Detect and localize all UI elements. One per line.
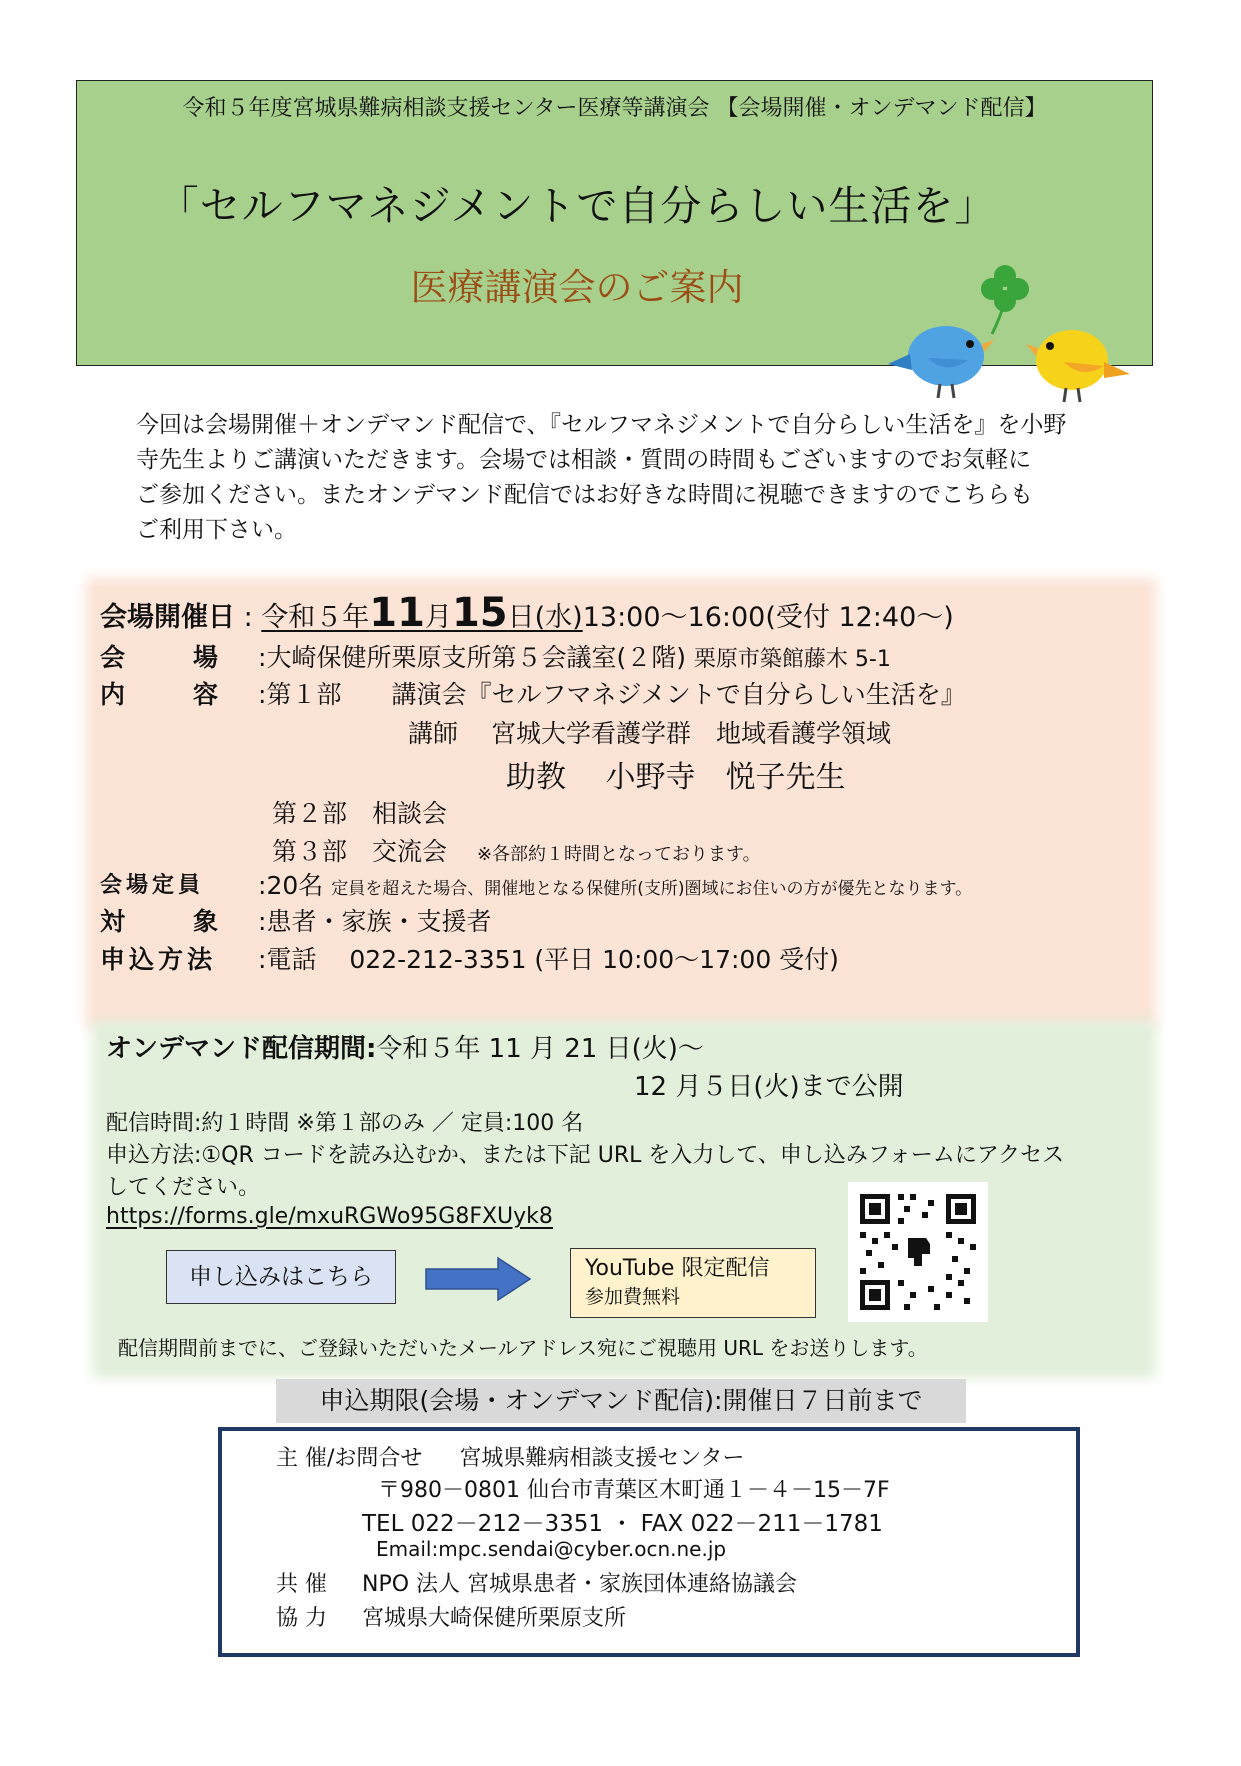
venue-lecturer-line1: 講師 宮城大学看護学群 地域看護学領域 bbox=[408, 719, 891, 748]
venue-place-value: 大崎保健所栗原支所第５会議室(２階) bbox=[266, 643, 686, 672]
contact-support-name: 宮城県大崎保健所栗原支所 bbox=[362, 1606, 627, 1631]
contact-cohost-name: NPO 法人 宮城県患者・家族団体連絡協議会 bbox=[362, 1572, 798, 1597]
venue-part2: 第２部 相談会 bbox=[272, 799, 448, 828]
intro-line: ご参加ください。またオンデマンド配信ではお好きな時間に視聴できますのでこちらも bbox=[136, 482, 1033, 508]
venue-capacity-label: 会場定員 bbox=[100, 873, 205, 898]
venue-date-label: 会場開催日 bbox=[100, 602, 235, 633]
contact-support-row bbox=[276, 1601, 626, 1632]
venue-target-value: 患者・家族・支援者 bbox=[266, 907, 492, 936]
header-subheading: 令和５年度宮城県難病相談支援センター医療等講演会 【会場開催・オンデマンド配信】 bbox=[182, 96, 1047, 121]
youtube-line2: 参加費無料 bbox=[585, 1286, 681, 1308]
application-deadline: 申込期限(会場・オンデマンド配信):開催日７日前まで bbox=[276, 1379, 966, 1423]
contact-cohost-label: 共 催 bbox=[276, 1572, 327, 1597]
contact-box bbox=[218, 1427, 1080, 1657]
venue-content-label: 内 容 bbox=[100, 680, 225, 709]
venue-date-month: 11 bbox=[369, 590, 425, 636]
intro-line: 寺先生よりご講演いただきます。会場では相談・質問の時間もございますのでお気軽に bbox=[136, 447, 1032, 473]
online-period-start: 令和５年 11 月 21 日(火)～ bbox=[376, 1034, 704, 1064]
intro-paragraph bbox=[136, 408, 1096, 548]
venue-place-address: 栗原市築館藤木 5-1 bbox=[693, 647, 891, 672]
contact-host-name: 宮城県難病相談支援センター bbox=[459, 1446, 745, 1471]
contact-email[interactable]: Email:mpc.sendai@cyber.ocn.ne.jp bbox=[376, 1537, 727, 1561]
venue-lecturer-line2: 助教 小野寺 悦子先生 bbox=[506, 760, 846, 795]
page-title: 「セルフマネジメントで自分らしい生活を」 bbox=[157, 182, 997, 230]
online-notice: 配信期間前までに、ご登録いただいたメールアドレス宛にご視聴用 URL をお送りします。 bbox=[118, 1336, 928, 1360]
online-period-label: オンデマンド配信期間 bbox=[106, 1034, 367, 1064]
contact-host-label: 主 催/お問合せ bbox=[276, 1446, 423, 1471]
page-subtitle: 医療講演会のご案内 bbox=[410, 266, 744, 309]
contact-host-row bbox=[276, 1441, 745, 1472]
venue-date: 令和５年11月15日(水) bbox=[261, 590, 583, 636]
venue-capacity-value: 20名 bbox=[266, 871, 324, 900]
venue-part3: 第３部 交流会 bbox=[272, 837, 448, 866]
qr-code-icon[interactable] bbox=[848, 1182, 988, 1322]
online-method-line1: 申込方法:①QR コードを読み込むか、または下記 URL を入力して、申し込みフォームにアクセス bbox=[106, 1143, 1065, 1168]
contact-postal: 〒980－0801 仙台市青葉区木町通１－４－15－7F bbox=[378, 1478, 890, 1503]
venue-date-row: 会場開催日 : 令和５年11月15日(水)13:00～16:00(受付 12:40～) bbox=[100, 590, 954, 636]
venue-capacity-note: 定員を超えた場合、開催地となる保健所(支所)圏域にお住いの方が優先となります。 bbox=[331, 879, 973, 899]
intro-line: 今回は会場開催＋オンデマンド配信で、『セルフマネジメントで自分らしい生活を』を小野 bbox=[136, 412, 1067, 438]
venue-part3-row bbox=[272, 832, 761, 868]
intro-line: ご利用下さい。 bbox=[136, 517, 297, 543]
online-period-end: 12 月５日(火)まで公開 bbox=[634, 1072, 904, 1102]
online-period-row: オンデマンド配信期間:令和５年 11 月 21 日(火)～ bbox=[106, 1034, 704, 1064]
youtube-line1: YouTube 限定配信 bbox=[585, 1256, 770, 1281]
venue-part3-note: ※各部約１時間となっております。 bbox=[476, 844, 761, 865]
apply-here-button[interactable]: 申し込みはこちら bbox=[166, 1250, 396, 1304]
venue-place-label: 会 場 bbox=[100, 643, 225, 672]
venue-apply-label: 申込方法 bbox=[100, 945, 217, 974]
online-method-line2: してください。 bbox=[106, 1175, 261, 1200]
blue-bird-icon bbox=[888, 312, 998, 402]
contact-support-label: 協 力 bbox=[276, 1606, 327, 1631]
venue-apply-value: 電話 022-212-3351 (平日 10:00～17:00 受付) bbox=[266, 945, 839, 974]
online-duration: 配信時間:約１時間 ※第１部のみ ／ 定員:100 名 bbox=[106, 1111, 584, 1136]
contact-tel-fax: TEL 022－212－3351 ・ FAX 022－211－1781 bbox=[362, 1511, 883, 1537]
youtube-info-box bbox=[570, 1248, 816, 1318]
venue-date-day: 15 bbox=[451, 590, 508, 636]
online-form-link[interactable]: https://forms.gle/mxuRGWo95G8FXUyk8 bbox=[106, 1204, 553, 1229]
yellow-bird-icon bbox=[1020, 314, 1130, 404]
venue-time: 13:00～16:00(受付 12:40～) bbox=[582, 602, 954, 633]
venue-target-label: 対 象 bbox=[100, 907, 225, 936]
venue-part1: 第１部 講演会『セルフマネジメントで自分らしい生活を』 bbox=[266, 680, 966, 709]
contact-cohost-row bbox=[276, 1567, 797, 1598]
right-arrow-icon bbox=[424, 1256, 534, 1302]
